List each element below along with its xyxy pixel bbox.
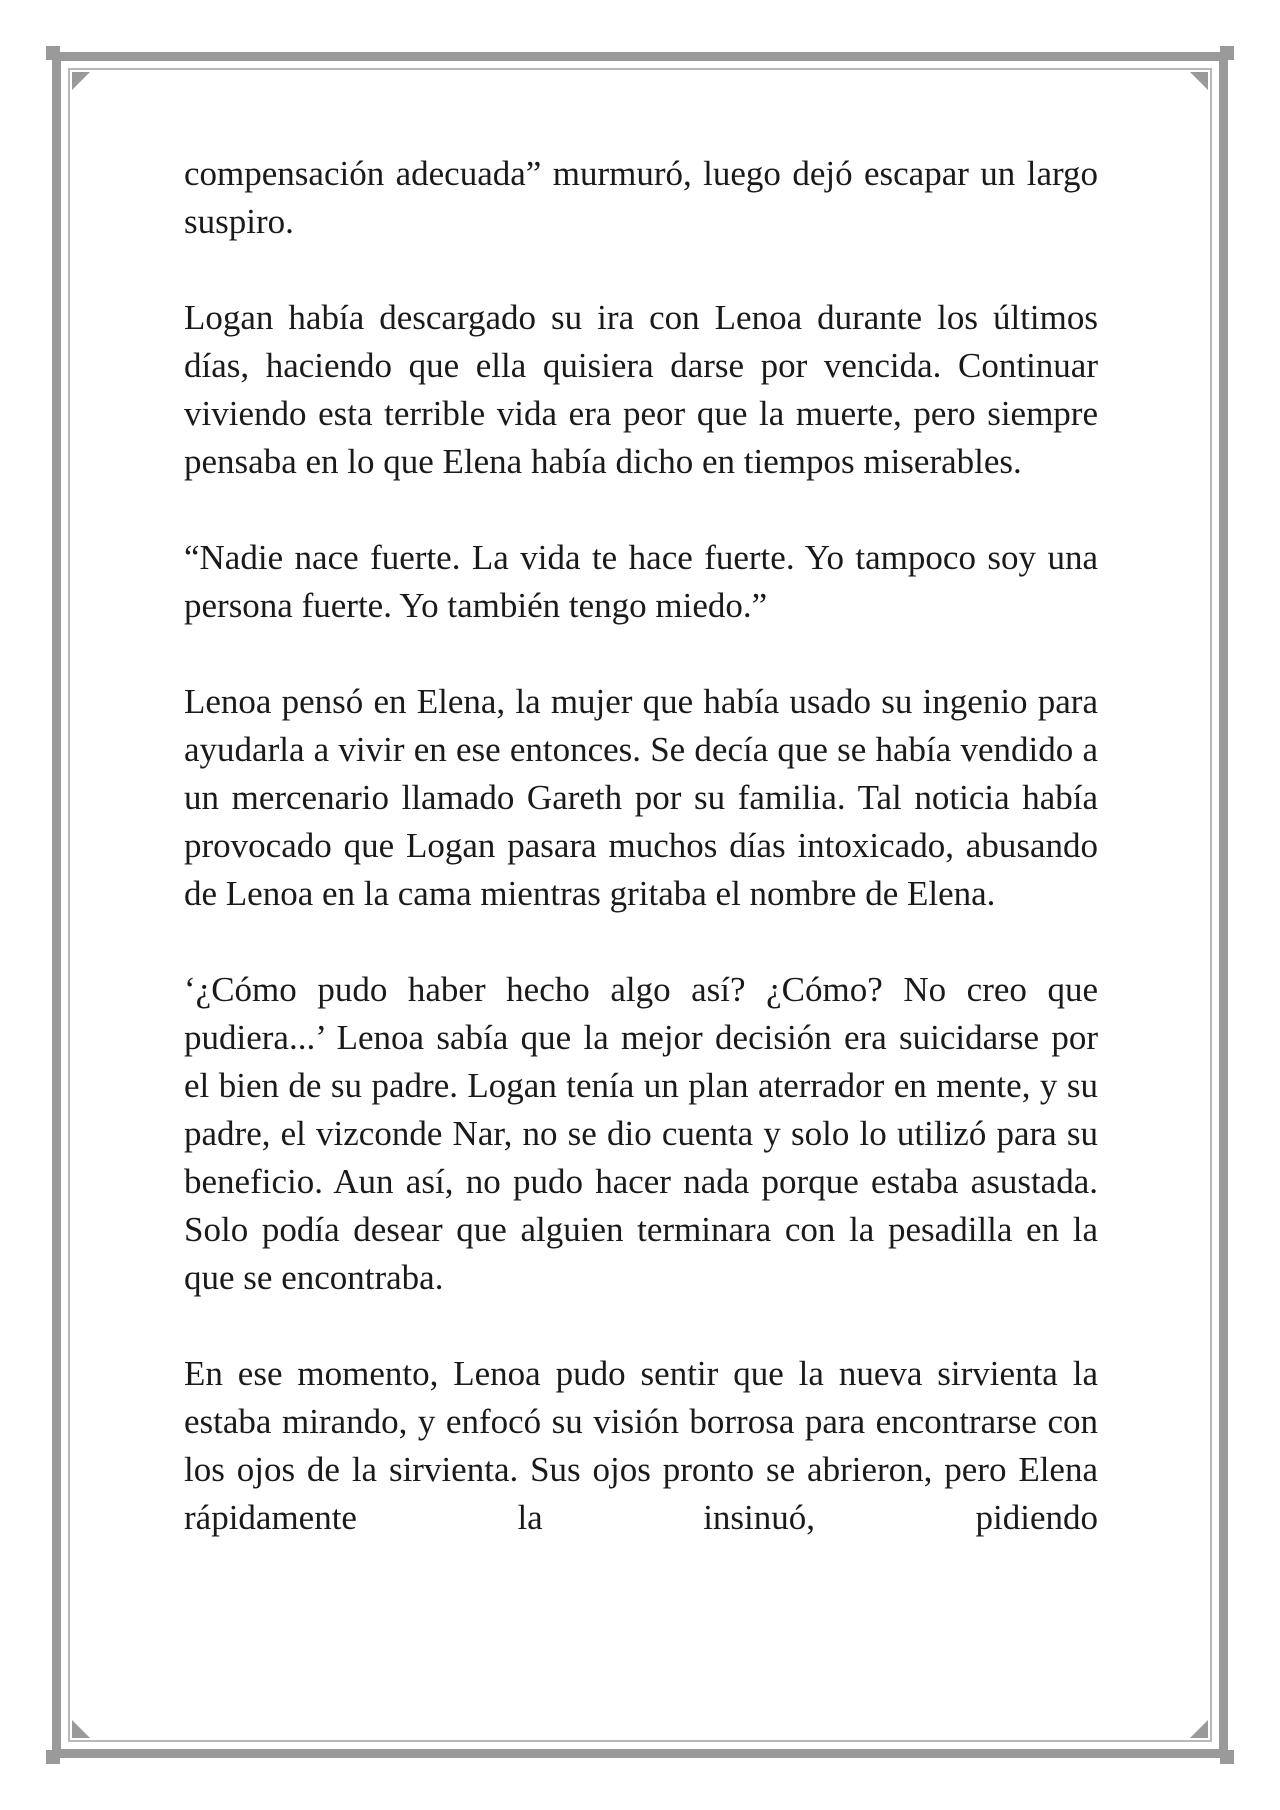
corner-triangle-icon bbox=[72, 1720, 90, 1738]
corner-triangle-icon bbox=[1190, 72, 1208, 90]
corner-ornament-icon bbox=[46, 46, 60, 60]
paragraph: Logan había descargado su ira con Lenoa durante los últimos días, haciendo que ella quisiera darse por vencida. Continuar viviendo esta terrible vida era peor que la muerte, pero siempre pensaba en lo que Elena había dicho en tiempos miserables. bbox=[184, 298, 1098, 481]
paragraph: Lenoa pensó en Elena, la mujer que había usado su ingenio para ayudarla a vivir en ese entonces. Se decía que se había vendido a un mercenario llamado Gareth por su familia. Tal noticia había provocado que Logan pasara muchos días intoxicado, abusando de Lenoa en la cama mientras gritaba el nombre de Elena. bbox=[184, 682, 1098, 913]
corner-triangle-icon bbox=[72, 72, 90, 90]
paragraph: “Nadie nace fuerte. La vida te hace fuerte. Yo tampoco soy una persona fuerte. Yo también tengo miedo.” bbox=[184, 538, 1098, 625]
page-body bbox=[184, 150, 1098, 1542]
corner-triangle-icon bbox=[1190, 1720, 1208, 1738]
paragraph: compensación adecuada” murmuró, luego dejó escapar un largo suspiro. bbox=[184, 154, 1098, 241]
paragraph: ‘¿Cómo pudo haber hecho algo así? ¿Cómo? No creo que pudiera...’ Lenoa sabía que la mejor decisión era suicidarse por el bien de su padre. Logan tenía un plan aterrador en mente, y su padre, el vizconde Nar, no se dio cuenta y solo lo utilizó para su beneficio. Aun así, no pudo hacer nada porque estaba asustada. Solo podía desear que alguien terminara con la pesadilla en la que se encontraba. bbox=[184, 970, 1098, 1297]
corner-ornament-icon bbox=[1220, 46, 1234, 60]
paragraph: En ese momento, Lenoa pudo sentir que la nueva sirvienta la estaba mirando, y enfocó su visión borrosa para encontrarse con los ojos de la sirvienta. Sus ojos pronto se abrieron, pero Elena rápidamente la insinuó, pidiendo bbox=[184, 1354, 1098, 1537]
corner-ornament-icon bbox=[46, 1750, 60, 1764]
corner-ornament-icon bbox=[1220, 1750, 1234, 1764]
